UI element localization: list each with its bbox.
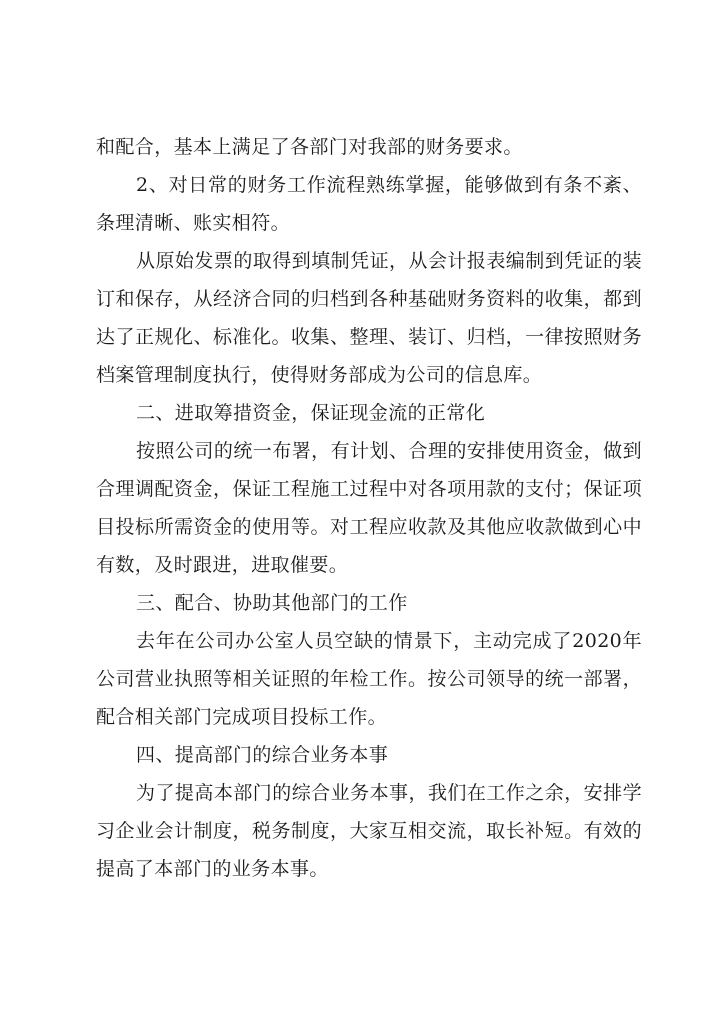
section-heading-cooperation: 三、配合、协助其他部门的工作: [136, 592, 408, 614]
paragraph-study-exchange: 为了提高本部门的综合业务本事，我们在工作之余，安排学习企业会计制度，税务制度，大家互相交流，取长补短。有效的提高了本部门的业务本事。: [96, 782, 642, 880]
paragraph-continuation: 和配合，基本上满足了各部门对我部的财务要求。: [96, 136, 523, 158]
section-heading-skills: 四、提高部门的综合业务本事: [136, 744, 389, 766]
paragraph-fund-allocation: 按照公司的统一布署，有计划、合理的安排使用资金，做到合理调配资金，保证工程施工过程中对各项用款的支付；保证项目投标所需资金的使用等。对工程应收款及其他应收款做到心中有数，及时跟进，进取催要。: [96, 440, 642, 576]
section-heading-fund-raising: 二、进取筹措资金，保证现金流的正常化: [136, 402, 486, 424]
paragraph-license-inspection: 去年在公司办公室人员空缺的情景下，主动完成了2020年公司营业执照等相关证照的年检工作。按公司领导的统一部署，配合相关部门完成项目投标工作。: [96, 630, 642, 728]
paragraph-voucher-archiving: 从原始发票的取得到填制凭证，从会计报表编制到凭证的装订和保存，从经济合同的归档到各种基础财务资料的收集，都到达了正规化、标准化。收集、整理、装订、归档，一律按照财务档案管理制度执行，使得财务部成为公司的信息库。: [96, 250, 642, 386]
document-page: [96, 128, 642, 888]
paragraph-workflow-point: 2、对日常的财务工作流程熟练掌握，能够做到有条不紊、条理清晰、账实相符。: [96, 174, 642, 234]
